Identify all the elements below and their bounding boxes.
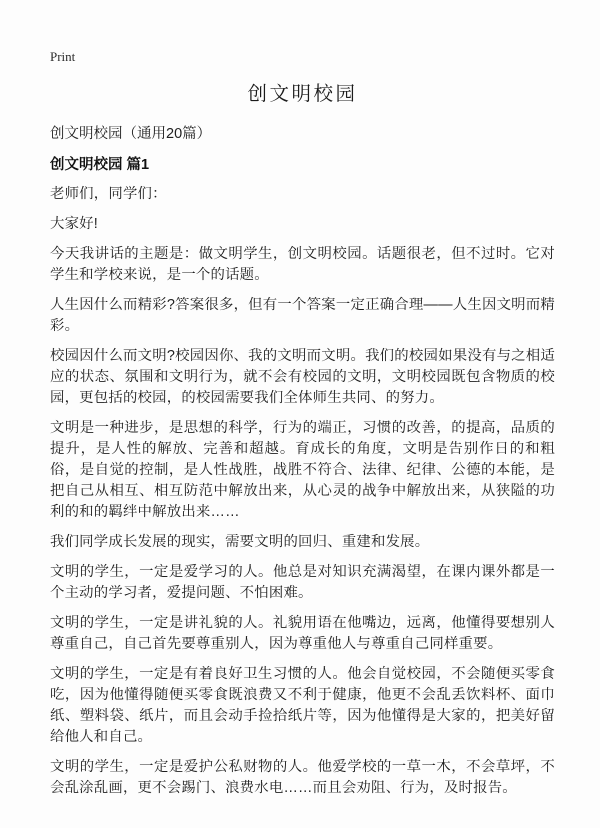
section-heading: 创文明校园 篇1 — [50, 157, 150, 173]
paragraph: 我们同学成长发展的现实，需要文明的回归、重建和发展。 — [50, 534, 430, 550]
doc-subtitle: 创文明校园（通用20篇） — [50, 126, 212, 142]
paragraph-salutation: 老师们，同学们： — [50, 186, 167, 202]
paragraph-greeting: 大家好! — [50, 216, 98, 232]
paragraph: 文明的学生，一定是爱学习的人。他总是对知识充满渴望，在课内课外都是一个主动的学习者，爱提问题、不怕困难。 — [50, 564, 555, 601]
page-title: 创文明校园 — [247, 83, 358, 105]
paragraph: 文明的学生，一定是爱护公私财物的人。他爱学校的一草一木，不会草坪，不会乱涂乱画，更不会踢门、浪费水电……而且会劝阻、行为，及时报告。 — [50, 759, 555, 796]
paragraph: 文明的学生，一定是有着良好卫生习惯的人。他会自觉校园，不会随便买零食吃，因为他懂得随便买零食既浪费又不利于健康，他更不会乱丢饮料杯、面巾纸、塑料袋、纸片，而且会动手捡拾纸片等，因为他懂得是大家的，把美好留给他人和自己。 — [50, 666, 555, 745]
paragraph: 人生因什么而精彩?答案很多，但有一个答案一定正确合理——人生因文明而精彩。 — [50, 297, 555, 334]
paragraph: 今天我讲话的主题是：做文明学生，创文明校园。话题很老，但不过时。它对学生和学校来说，是一个的话题。 — [50, 246, 555, 283]
print-link[interactable]: Print — [50, 49, 76, 64]
paragraph: 校园因什么而文明?校园因你、我的文明而文明。我们的校园如果没有与之相适应的状态、氛围和文明行为，就不会有校园的文明，文明校园既包含物质的校园，更包括的校园，的校园需要我们全体师生共同、的努力。 — [50, 348, 555, 406]
paragraph: 文明的学生，一定是讲礼貌的人。礼貌用语在他嘴边，远离，他懂得要想别人尊重自己，自己首先要尊重别人，因为尊重他人与尊重自己同样重要。 — [50, 615, 555, 652]
paragraph: 文明是一种进步，是思想的科学，行为的端正，习惯的改善，的提高，品质的提升，是人性的解放、完善和超越。育成长的角度，文明是告别作日的和粗俗，是自觉的控制，是人性战胜，战胜不符合、法律、纪律、公德的本能，是把自己从相互、相互防范中解放出来，从心灵的战争中解放出来，从狭隘的功利的和的羁绊中解放出来…… — [50, 420, 555, 520]
